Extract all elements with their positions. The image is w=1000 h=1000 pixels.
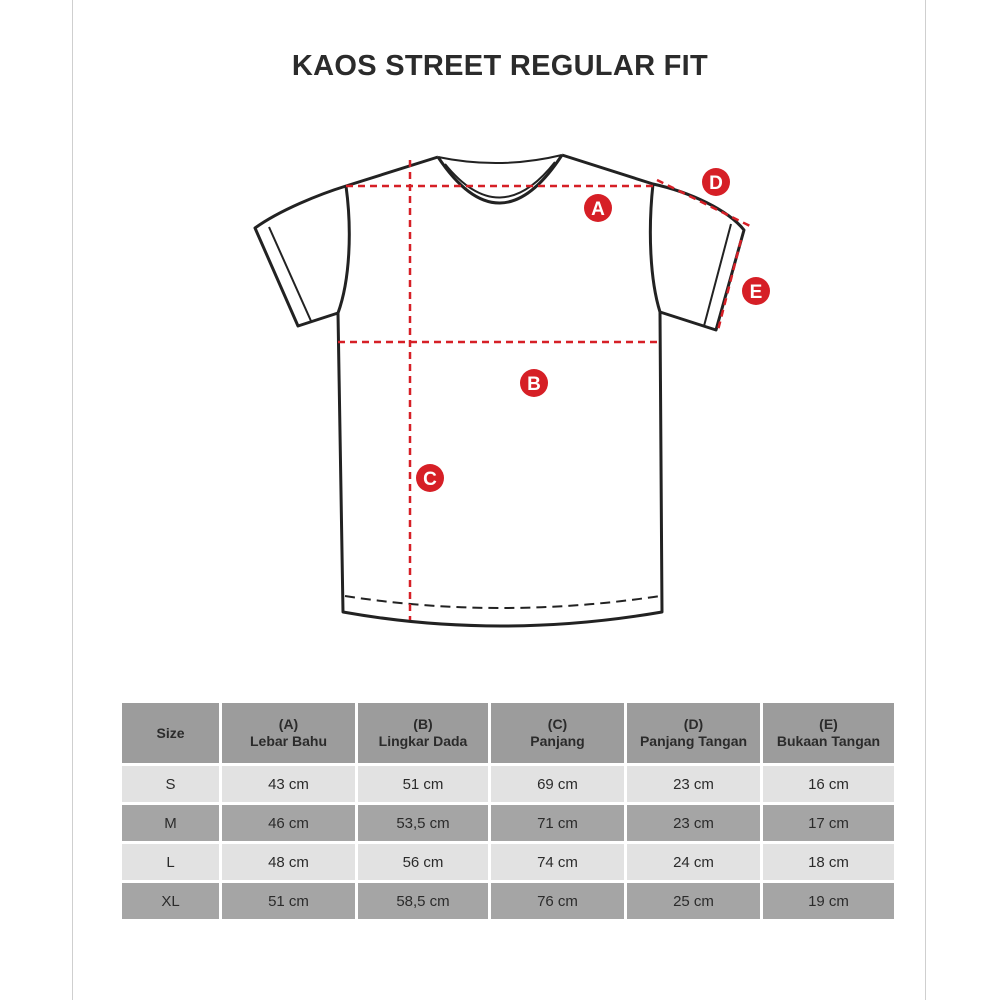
svg-text:D: D (709, 173, 723, 194)
cell-lingkar-dada: 56 cm (358, 844, 488, 880)
cell-size: XL (122, 883, 219, 919)
marker-e (742, 277, 770, 305)
cell-bukaan-tangan: 18 cm (763, 844, 894, 880)
table-row (122, 766, 894, 802)
table-row (122, 805, 894, 841)
cell-bukaan-tangan: 16 cm (763, 766, 894, 802)
header-panjang-tangan: (D) Panjang Tangan (627, 703, 760, 763)
cell-lebar-bahu: 51 cm (222, 883, 355, 919)
cell-panjang-tangan: 25 cm (627, 883, 760, 919)
table-header-row (122, 703, 894, 763)
cell-panjang-tangan: 23 cm (627, 805, 760, 841)
header-lingkar-dada: (B) Lingkar Dada (358, 703, 488, 763)
cell-size: S (122, 766, 219, 802)
cell-lebar-bahu: 43 cm (222, 766, 355, 802)
marker-b (520, 369, 548, 397)
size-chart-table (119, 700, 897, 922)
cell-panjang-tangan: 24 cm (627, 844, 760, 880)
tshirt-outline (255, 155, 744, 626)
cell-lingkar-dada: 51 cm (358, 766, 488, 802)
header-bukaan-tangan: (E) Bukaan Tangan (763, 703, 894, 763)
table-row (122, 844, 894, 880)
cell-panjang-tangan: 23 cm (627, 766, 760, 802)
cell-panjang: 71 cm (491, 805, 624, 841)
cell-panjang: 69 cm (491, 766, 624, 802)
marker-a (584, 194, 612, 222)
header-panjang: (C) Panjang (491, 703, 624, 763)
page-title: KAOS STREET REGULAR FIT (291, 50, 709, 82)
cell-size: M (122, 805, 219, 841)
cell-panjang: 74 cm (491, 844, 624, 880)
cell-bukaan-tangan: 17 cm (763, 805, 894, 841)
header-size: Size (122, 703, 219, 763)
cell-panjang: 76 cm (491, 883, 624, 919)
cell-lebar-bahu: 46 cm (222, 805, 355, 841)
cell-size: L (122, 844, 219, 880)
table-row (122, 883, 894, 919)
cell-lingkar-dada: 58,5 cm (358, 883, 488, 919)
cell-bukaan-tangan: 19 cm (763, 883, 894, 919)
cell-lingkar-dada: 53,5 cm (358, 805, 488, 841)
svg-text:B: B (527, 374, 541, 395)
marker-c (416, 464, 444, 492)
svg-text:C: C (423, 469, 437, 490)
marker-d (702, 168, 730, 196)
svg-text:A: A (591, 199, 605, 220)
cell-lebar-bahu: 48 cm (222, 844, 355, 880)
svg-text:E: E (749, 282, 763, 303)
header-lebar-bahu: (A) Lebar Bahu (222, 703, 355, 763)
